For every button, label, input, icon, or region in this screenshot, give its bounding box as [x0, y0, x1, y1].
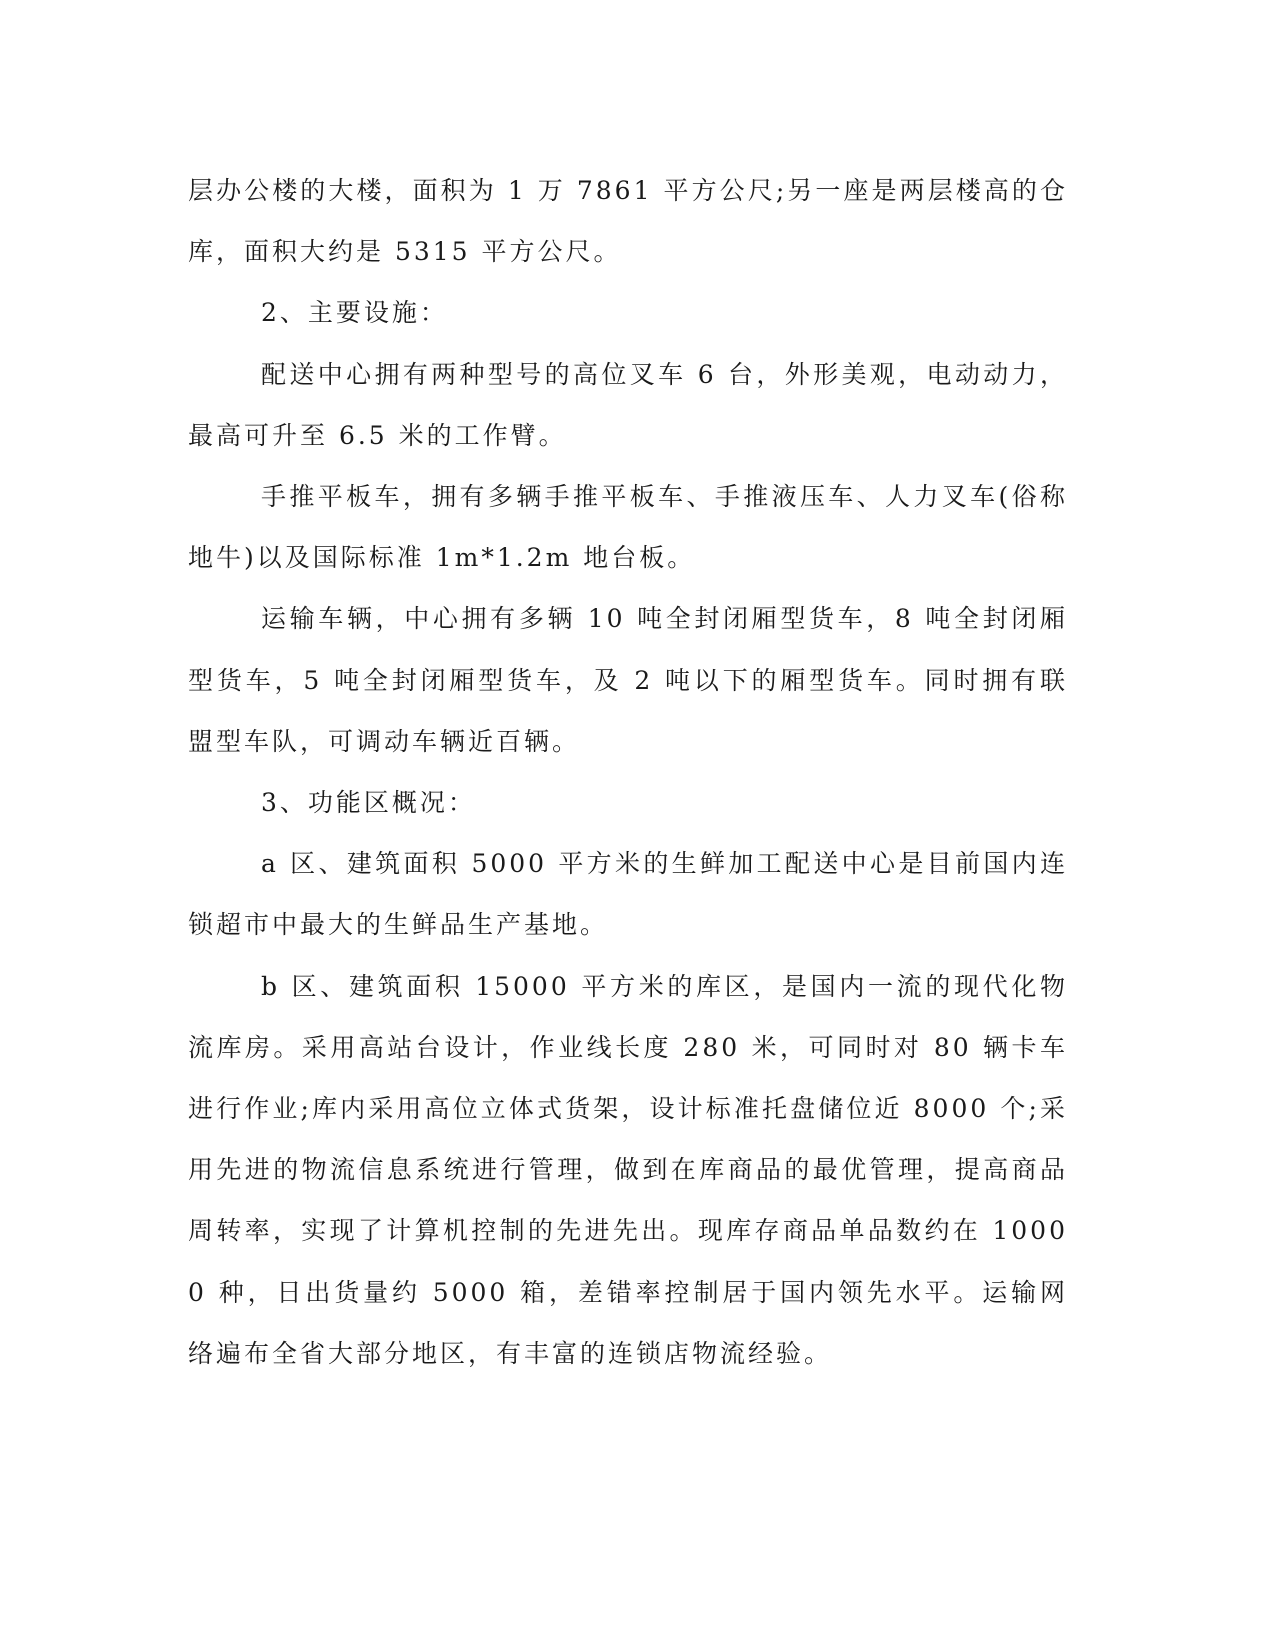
paragraph-area-a: a 区、建筑面积 5000 平方米的生鲜加工配送中心是目前国内连锁超市中最大的生鲜品生产基地。 — [188, 849, 1068, 940]
paragraph-forklifts: 配送中心拥有两种型号的高位叉车 6 台，外形美观，电动动力，最高可升至 6.5 米的工作臂。 — [188, 359, 1068, 450]
paragraph-building-area: 层办公楼的大楼，面积为 1 万 7861 平方公尺;另一座是两层楼高的仓库，面积大约是 5315 平方公尺。 — [188, 176, 1068, 267]
document-body — [188, 160, 1068, 1384]
paragraph-area-b: b 区、建筑面积 15000 平方米的库区，是国内一流的现代化物流库房。采用高站台设计，作业线长度 280 米，可同时对 80 辆卡车进行作业;库内采用高位立体式货架，设计标准托盘储位近 8000 个;采用先进的物流信息系统进行管理，做到在库商品的最优管理，提高商品周转率，实现了计算机控制的先进先出。现库存商品单品数约在 10000 种，日出货量约 5000 箱，差错率控制居于国内领先水平。运输网络遍布全省大部分地区，有丰富的连锁店物流经验。 — [188, 971, 1068, 1368]
paragraph-hand-carts: 手推平板车，拥有多辆手推平板车、手推液压车、人力叉车(俗称地牛)以及国际标准 1m*1.2m 地台板。 — [188, 482, 1068, 573]
heading-main-facilities: 2、主要设施： — [261, 298, 448, 328]
paragraph-transport-vehicles: 运输车辆，中心拥有多辆 10 吨全封闭厢型货车，8 吨全封闭厢型货车，5 吨全封闭厢型货车，及 2 吨以下的厢型货车。同时拥有联盟型车队，可调动车辆近百辆。 — [188, 604, 1068, 756]
heading-functional-areas: 3、功能区概况： — [261, 788, 476, 818]
